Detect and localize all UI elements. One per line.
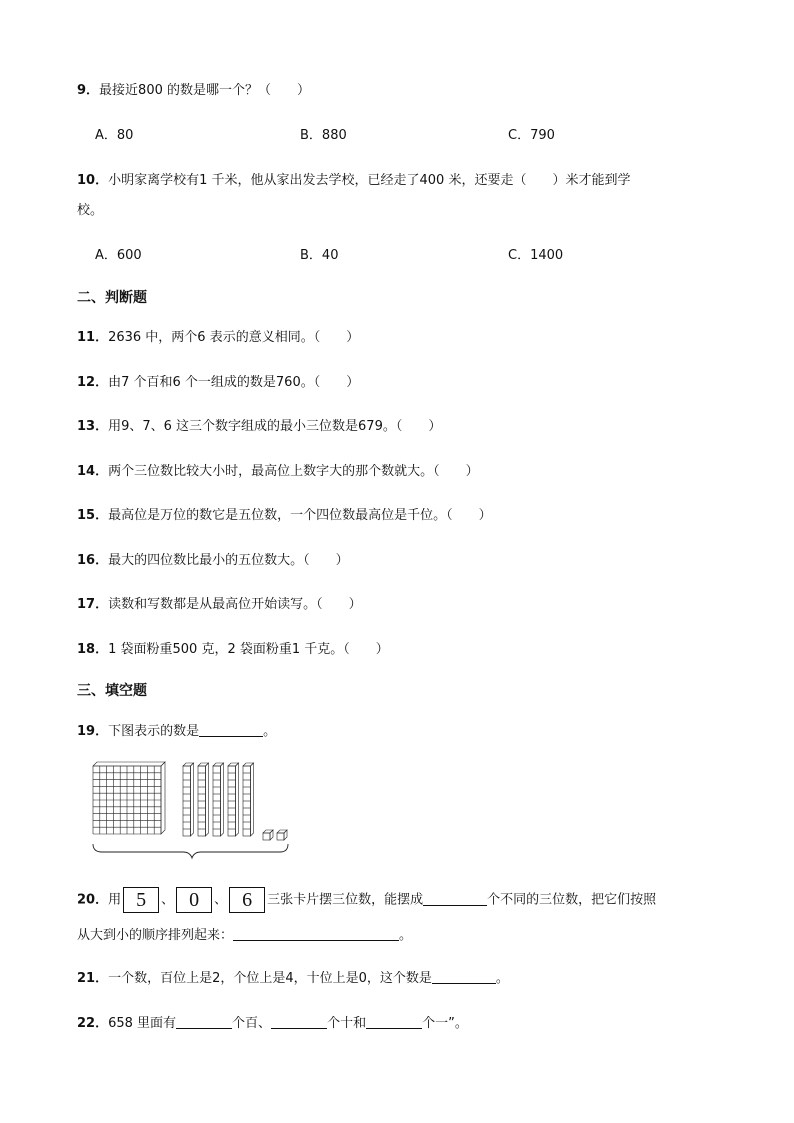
question-19 bbox=[77, 722, 276, 742]
answer-blank[interactable] bbox=[199, 722, 263, 737]
question-text: 最接近800 的数是哪一个？（ ） bbox=[99, 83, 310, 98]
separator: 、 bbox=[214, 892, 228, 908]
question-15 bbox=[77, 506, 492, 526]
option-a[interactable]: A．600 bbox=[95, 248, 142, 263]
question-text: 最大的四位数比最小的五位数大。（ ） bbox=[108, 553, 349, 568]
question-text-end: 。 bbox=[399, 928, 413, 943]
question-18 bbox=[77, 640, 389, 660]
option-b[interactable]: B．880 bbox=[300, 128, 347, 143]
question-text: 个不同的三位数，把它们按照 bbox=[487, 892, 657, 908]
hundred-flat-block bbox=[93, 762, 165, 834]
separator: 、 bbox=[161, 892, 175, 908]
question-17 bbox=[77, 595, 362, 615]
question-text: 最高位是万位的数它是五位数，一个四位数最高位是千位。（ ） bbox=[108, 508, 492, 523]
question-number: 21． bbox=[77, 971, 109, 986]
question-number: 9． bbox=[77, 83, 100, 98]
answer-blank[interactable] bbox=[432, 969, 496, 984]
answer-blank[interactable] bbox=[233, 926, 399, 941]
question-9 bbox=[77, 81, 310, 101]
question-text: 个百、 bbox=[232, 1016, 272, 1031]
option-a[interactable]: A．80 bbox=[95, 128, 134, 143]
digit-card-6: 6 bbox=[229, 887, 265, 913]
question-21 bbox=[77, 969, 509, 989]
question-number: 10． bbox=[77, 173, 109, 188]
question-text-end: 。 bbox=[495, 971, 509, 986]
question-11 bbox=[77, 328, 359, 348]
question-text: 一个数，百位上是2，个位上是4，十位上是0，这个数是 bbox=[108, 971, 432, 986]
question-number: 22． bbox=[77, 1016, 109, 1031]
question-text: 2636 中，两个6 表示的意义相同。（ ） bbox=[108, 330, 360, 345]
question-16 bbox=[77, 551, 349, 571]
question-text: 个十和 bbox=[327, 1016, 367, 1031]
question-text-end: 个一”。 bbox=[422, 1016, 468, 1031]
question-number: 13． bbox=[77, 419, 109, 434]
answer-blank[interactable] bbox=[423, 891, 487, 906]
question-text: 下图表示的数是 bbox=[108, 724, 200, 739]
question-text: 1 袋面粉重500 克，2 袋面粉重1 千克。（ ） bbox=[108, 642, 389, 657]
option-b[interactable]: B．40 bbox=[300, 248, 339, 263]
answer-blank-tens[interactable] bbox=[271, 1014, 327, 1029]
answer-blank-hundreds[interactable] bbox=[176, 1014, 232, 1029]
question-text: 658 里面有 bbox=[108, 1016, 177, 1031]
question-text: 小明家离学校有1 千米，他从家出发去学校，已经走了400 米，还要走（ ）米才能到学 bbox=[108, 173, 631, 188]
question-text: 从大到小的顺序排列起来： bbox=[77, 928, 234, 943]
question-number: 16． bbox=[77, 553, 109, 568]
unit-cube-blocks bbox=[263, 830, 287, 840]
ten-rod-blocks bbox=[183, 763, 254, 836]
question-10-continuation: 校。 bbox=[77, 203, 104, 218]
digit-card-5: 5 bbox=[123, 887, 159, 913]
digit-card-0: 0 bbox=[176, 887, 212, 913]
question-text: 读数和写数都是从最高位开始读写。（ ） bbox=[108, 597, 362, 612]
section-title-fill-blank: 三、填空题 bbox=[77, 683, 147, 699]
question-13 bbox=[77, 417, 441, 437]
question-text: 用 bbox=[108, 892, 122, 908]
question-number: 17． bbox=[77, 597, 109, 612]
question-text-end: 。 bbox=[263, 724, 277, 739]
question-20 bbox=[77, 887, 656, 914]
question-number: 11． bbox=[77, 330, 109, 345]
question-12 bbox=[77, 373, 359, 393]
question-number: 12． bbox=[77, 375, 109, 390]
section-title-judgement: 二、判断题 bbox=[77, 290, 147, 306]
brace bbox=[93, 844, 288, 858]
answer-blank-ones[interactable] bbox=[366, 1014, 422, 1029]
question-text: 两个三位数比较大小时，最高位上数字大的那个数就大。（ ） bbox=[108, 464, 479, 479]
question-number: 15． bbox=[77, 508, 109, 523]
question-number: 14． bbox=[77, 464, 109, 479]
option-c[interactable]: C．790 bbox=[508, 128, 555, 143]
base-ten-blocks-figure bbox=[88, 760, 298, 860]
question-22 bbox=[77, 1014, 468, 1034]
question-number: 18． bbox=[77, 642, 109, 657]
question-text: 用9、7、6 这三个数字组成的最小三位数是679。（ ） bbox=[108, 419, 442, 434]
option-c[interactable]: C．1400 bbox=[508, 248, 564, 263]
question-20-continuation bbox=[77, 926, 412, 946]
question-number: 19． bbox=[77, 724, 109, 739]
question-text: 三张卡片摆三位数，能摆成 bbox=[267, 892, 424, 908]
question-text: 由7 个百和6 个一组成的数是760。（ ） bbox=[108, 375, 360, 390]
question-10 bbox=[77, 171, 630, 191]
question-14 bbox=[77, 462, 479, 482]
question-number: 20． bbox=[77, 892, 109, 908]
